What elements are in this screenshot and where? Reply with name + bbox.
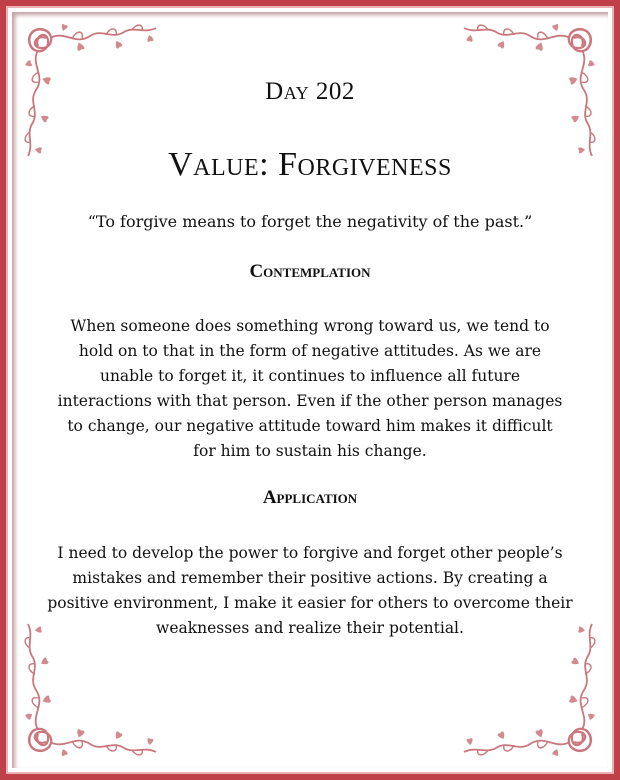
contemplation-heading: Contemplation <box>249 261 371 282</box>
application-text: I need to develop the power to forgive and forget other people’s mistakes and remember their positive actions. By creating a positive environment, I make it easier for others to overcome their weaknesses and realize their potential. <box>47 544 573 637</box>
application-heading: Application <box>262 487 358 508</box>
day-label: Day 202 <box>265 78 355 105</box>
quote: “To forgive means to forget the negativity of the past.” <box>87 212 533 231</box>
value-title: Value: Forgiveness <box>168 146 452 183</box>
contemplation-text: When someone does something wrong toward us, we tend to hold on to that in the form of negative attitudes. As we are unable to forget it, it continues to influence all future interactions with that person. Even if the other person manages to change, our negative attitude toward him makes it difficult for him to sustain his change. <box>57 317 563 460</box>
